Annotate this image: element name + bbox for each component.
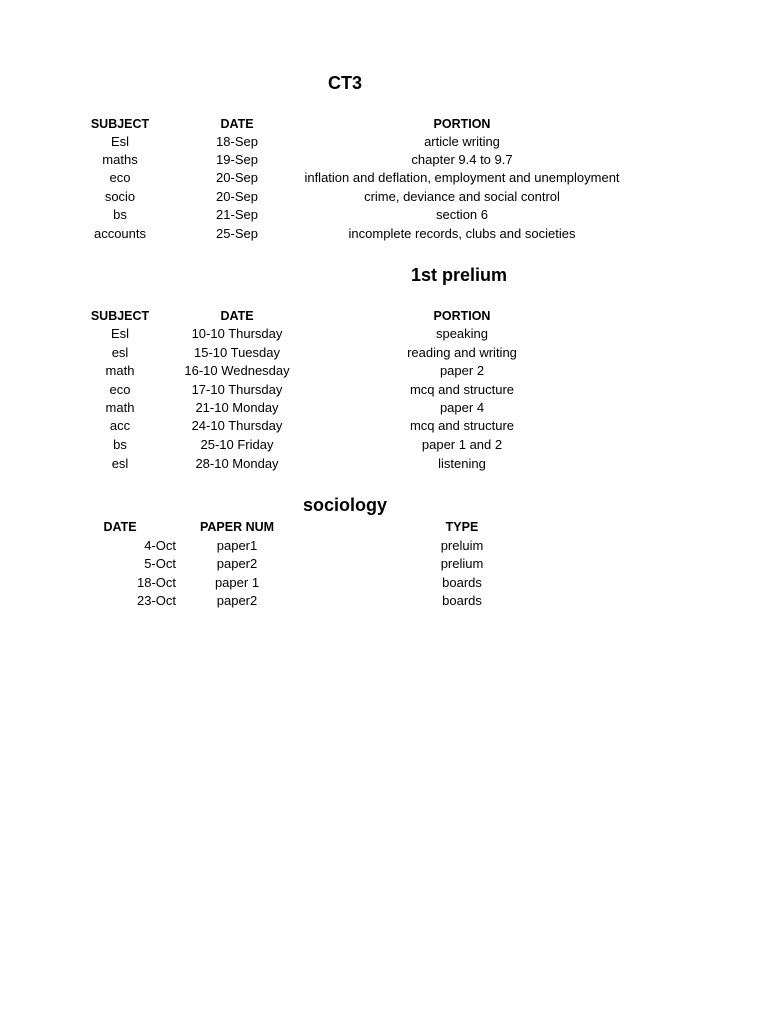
ct3-portion-header: PORTION xyxy=(433,117,491,131)
prelium-date: 10-10 Thursday xyxy=(191,326,283,341)
ct3-subject: Esl xyxy=(110,134,130,149)
prelium-header-row xyxy=(0,307,768,325)
sociology-type: boards xyxy=(442,593,482,608)
sociology-date: 5-Oct xyxy=(144,556,176,571)
sociology-paper-header: PAPER NUM xyxy=(199,520,275,534)
ct3-subject: socio xyxy=(104,189,136,204)
ct3-date: 20-Sep xyxy=(216,170,258,185)
prelium-date: 16-10 Wednesday xyxy=(184,363,290,378)
prelium-portion: speaking xyxy=(435,326,489,341)
ct3-subject: accounts xyxy=(93,226,147,241)
prelium-portion: paper 1 and 2 xyxy=(421,437,503,452)
ct3-subject: bs xyxy=(113,207,127,222)
prelium-subject: bs xyxy=(113,437,127,452)
table-row xyxy=(0,455,768,473)
table-row xyxy=(0,399,768,417)
ct3-date: 20-Sep xyxy=(216,189,258,204)
prelium-subject: esl xyxy=(111,456,129,471)
prelium-subject: Esl xyxy=(110,326,130,341)
prelium-date: 28-10 Monday xyxy=(195,456,279,471)
sociology-type: preluim xyxy=(440,538,484,553)
ct3-portion: chapter 9.4 to 9.7 xyxy=(411,152,513,167)
prelium-subject: math xyxy=(105,400,135,415)
prelium-date: 24-10 Thursday xyxy=(191,418,283,433)
sociology-type: prelium xyxy=(440,556,484,571)
table-row xyxy=(0,325,768,343)
prelium-portion-header: PORTION xyxy=(433,309,491,323)
table-row xyxy=(0,417,768,435)
prelium-portion: paper 2 xyxy=(439,363,485,378)
ct3-header-row xyxy=(0,115,768,133)
prelium-subject: acc xyxy=(109,418,131,433)
prelium-portion: listening xyxy=(438,456,486,471)
ct3-date: 25-Sep xyxy=(216,226,258,241)
prelium-portion: paper 4 xyxy=(439,400,485,415)
prelium-date: 21-10 Monday xyxy=(195,400,279,415)
ct3-date: 21-Sep xyxy=(216,207,258,222)
prelium-portion: reading and writing xyxy=(407,345,517,360)
ct3-portion: article writing xyxy=(424,134,500,149)
table-row xyxy=(0,381,768,399)
prelium-subject: eco xyxy=(109,382,131,397)
table-row xyxy=(0,133,768,151)
table-row xyxy=(0,188,768,206)
prelium-portion: mcq and structure xyxy=(409,382,515,397)
prelium-portion: mcq and structure xyxy=(409,418,515,433)
ct3-date-header: DATE xyxy=(220,117,254,131)
sociology-paper: paper 1 xyxy=(214,575,260,590)
sociology-type: boards xyxy=(442,575,482,590)
ct3-title: CT3 xyxy=(327,73,363,93)
prelium-subject: esl xyxy=(111,345,129,360)
ct3-portion: crime, deviance and social control xyxy=(364,189,560,204)
table-row xyxy=(0,555,768,573)
prelium-date: 17-10 Thursday xyxy=(191,382,283,397)
prelium-subject-header: SUBJECT xyxy=(90,309,150,323)
table-row xyxy=(0,169,768,187)
ct3-subject: eco xyxy=(109,170,131,185)
sociology-type-header: TYPE xyxy=(445,520,479,534)
prelium-date: 15-10 Tuesday xyxy=(193,345,280,360)
prelium-title: 1st prelium xyxy=(410,265,508,285)
table-row xyxy=(0,574,768,592)
table-row xyxy=(0,151,768,169)
ct3-subject: maths xyxy=(102,152,138,167)
table-row xyxy=(0,592,768,610)
table-row xyxy=(0,225,768,243)
table-row xyxy=(0,362,768,380)
ct3-date: 18-Sep xyxy=(216,134,258,149)
sociology-paper: paper1 xyxy=(216,538,258,553)
prelium-subject: math xyxy=(105,363,135,378)
sociology-title: sociology xyxy=(302,495,388,515)
table-row xyxy=(0,436,768,454)
sociology-date: 23-Oct xyxy=(136,593,176,608)
ct3-portion: section 6 xyxy=(435,207,489,222)
ct3-portion: incomplete records, clubs and societies xyxy=(348,226,576,241)
sociology-paper: paper2 xyxy=(216,593,258,608)
sociology-date: 4-Oct xyxy=(144,538,176,553)
table-row xyxy=(0,537,768,555)
prelium-date-header: DATE xyxy=(220,309,254,323)
ct3-subject-header: SUBJECT xyxy=(90,117,150,131)
table-row xyxy=(0,344,768,362)
prelium-date: 25-10 Friday xyxy=(200,437,274,452)
table-row xyxy=(0,206,768,224)
sociology-header-row xyxy=(0,518,768,536)
sociology-date-header: DATE xyxy=(103,520,137,534)
ct3-portion: inflation and deflation, employment and unemployment xyxy=(304,170,620,185)
sociology-date: 18-Oct xyxy=(136,575,176,590)
ct3-date: 19-Sep xyxy=(216,152,258,167)
sociology-paper: paper2 xyxy=(216,556,258,571)
